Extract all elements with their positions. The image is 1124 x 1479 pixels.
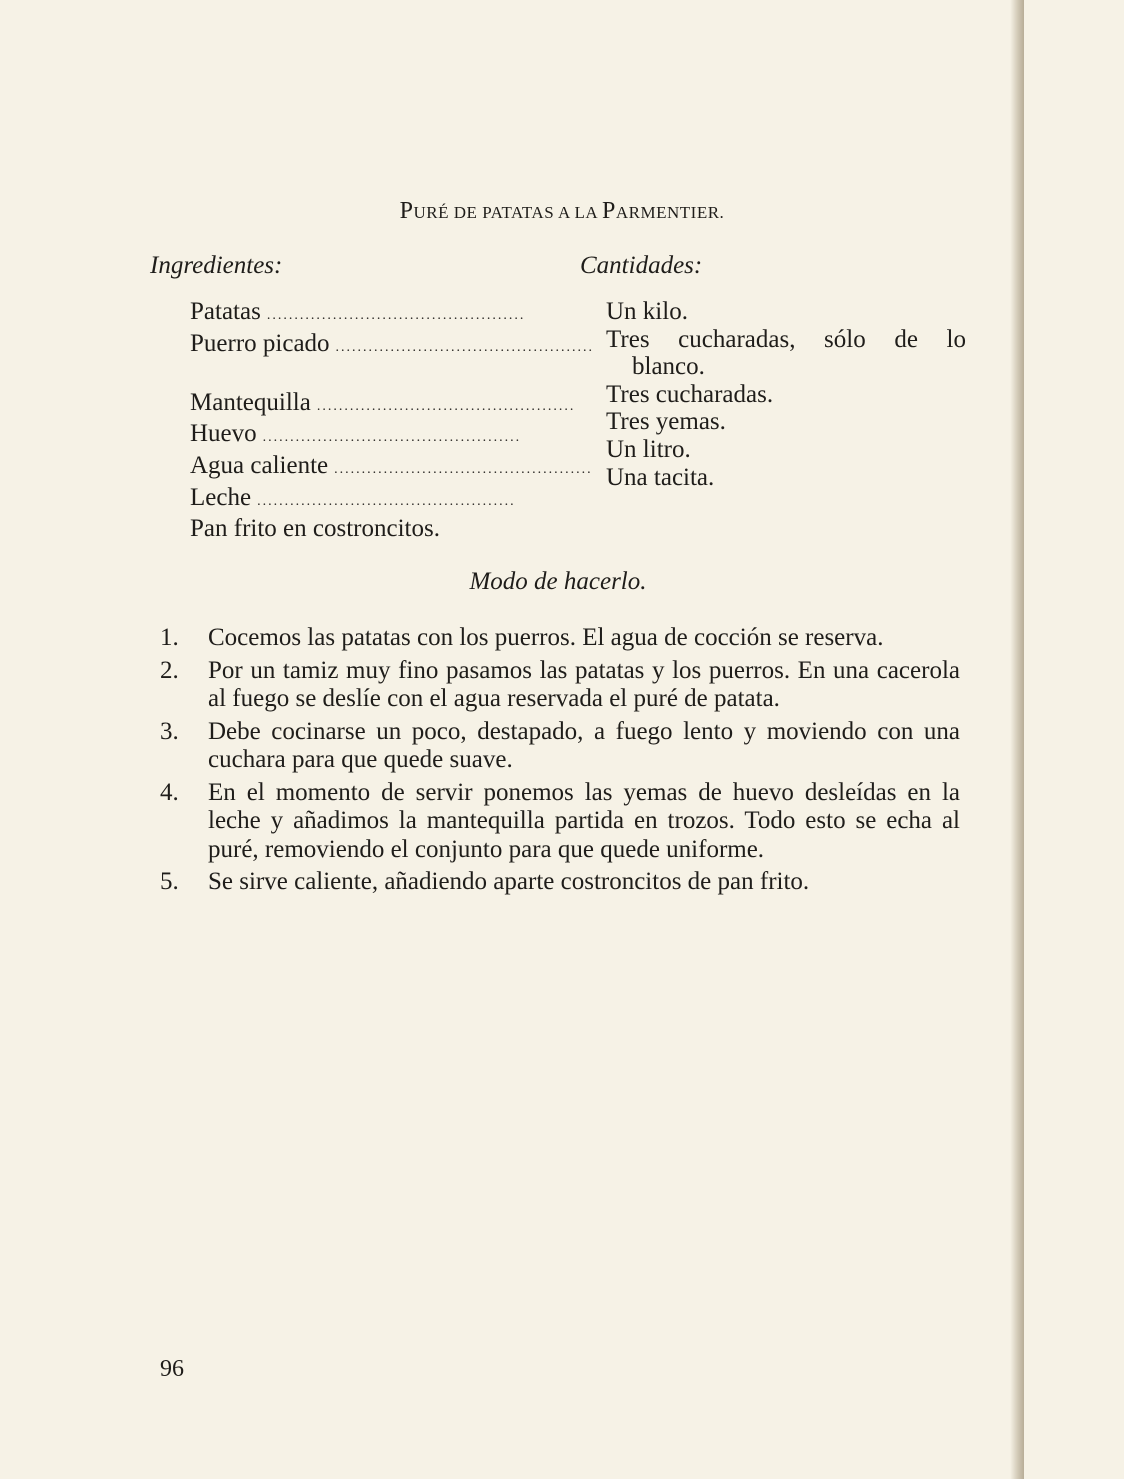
ingredient-item: Leche ............................................... [190, 483, 516, 511]
title-middle: DE PATATAS A LA [449, 203, 603, 222]
step-text: Se sirve caliente, añadiendo aparte costroncitos de pan frito. [208, 868, 810, 895]
quantity-item: Un kilo. [606, 298, 688, 325]
quantities-list [606, 298, 966, 491]
step-number: 4. [160, 778, 179, 806]
step-item [160, 718, 960, 775]
step-text: En el momento de servir ponemos las yemas de huevo desleídas en la leche y añadimos la mantequilla partida en trozos. Todo esto se echa al puré, removiendo el conjunto para que quede uniforme. [208, 778, 960, 863]
ingredient-item: Huevo ............................................... [190, 420, 522, 448]
ingredient-item: Puerro picado ............................................... [190, 329, 595, 357]
step-text: Cocemos las patatas con los puerros. El agua de cocción se reserva. [208, 624, 884, 651]
quantity-item: Una tacita. [606, 463, 715, 491]
quantity-item: Tres cucharadas, sólo de lo [606, 325, 966, 353]
step-item [160, 868, 960, 897]
ingredient-spacer [190, 361, 542, 389]
step-item [160, 624, 960, 653]
title-rest-2: ARMENTIER. [615, 203, 725, 222]
ingredient-item: Patatas ............................................... [190, 298, 526, 325]
step-text: Debe cocinarse un poco, destapado, a fuego lento y moviendo con una cuchara para que quede suave. [208, 717, 960, 773]
ingredient-item: Mantequilla ............................................... [190, 388, 576, 416]
quantity-item: Un litro. [606, 435, 691, 463]
ingredients-list [190, 298, 595, 543]
ingredients-heading: Ingredientes: [150, 252, 283, 279]
title-initial-2: P [602, 198, 616, 224]
ingredient-item: Pan frito en costroncitos. [190, 515, 440, 543]
step-number: 1. [160, 624, 179, 651]
page-number: 96 [160, 1356, 184, 1382]
method-heading: Modo de hacerlo. [469, 568, 647, 595]
quantities-heading: Cantidades: [580, 252, 703, 279]
step-text: Por un tamiz muy fino pasamos las patatas y los puerros. En una cacerola al fuego se deslíe con el agua reservada el puré de patata. [208, 656, 960, 712]
step-item [160, 657, 960, 714]
steps-list [160, 624, 960, 901]
recipe-title [0, 198, 1124, 225]
quantity-item: Tres yemas. [606, 408, 726, 436]
ingredient-item: Agua caliente ............................................... [190, 451, 593, 479]
step-number: 2. [160, 656, 179, 684]
quantity-item: Tres cucharadas. [606, 380, 774, 408]
title-rest-1: URÉ [413, 203, 450, 222]
step-item [160, 779, 960, 865]
step-number: 3. [160, 717, 179, 745]
step-number: 5. [160, 868, 179, 895]
quantity-item-continuation: blanco. [632, 353, 705, 381]
title-initial-1: P [399, 198, 414, 224]
